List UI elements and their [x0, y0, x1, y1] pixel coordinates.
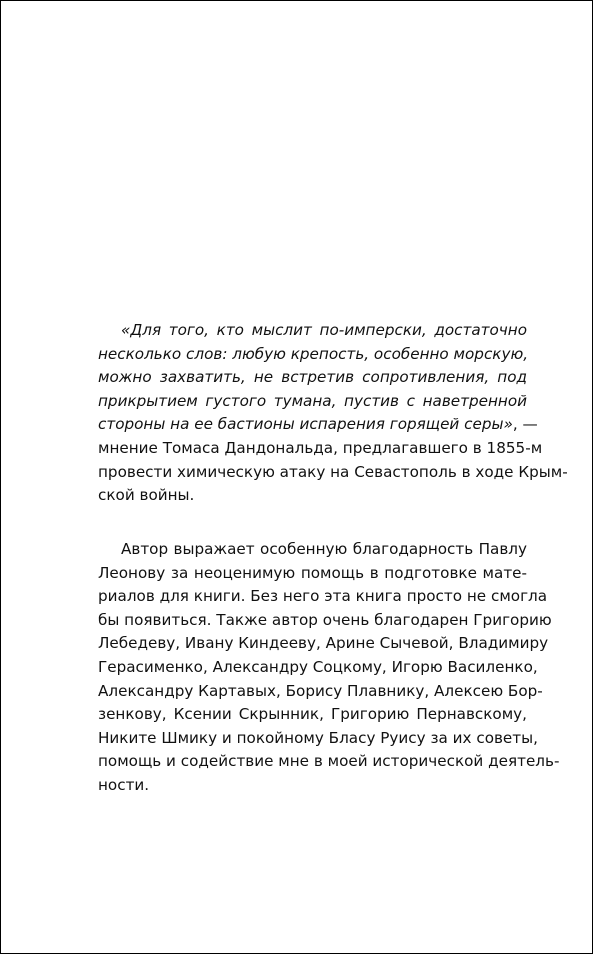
epigraph-quote-text: прикрытием густого тумана, пустив с наветренной: [98, 391, 527, 410]
epigraph-dash: , —: [512, 415, 538, 434]
acknowledgements-line: ности.: [98, 775, 150, 794]
epigraph-attribution-line: [98, 484, 527, 508]
epigraph-attribution-text: мнение Томаса Дандональда, предлагавшего в 1855-м: [98, 438, 543, 457]
acknowledgements-paragraph: [98, 538, 560, 798]
epigraph-line: [98, 390, 527, 414]
epigraph-quote-text: «Для того, кто мыслит по-имперски, достаточно: [121, 321, 527, 339]
acknowledgements-line: помощь и содействие мне в моей исторической деятель-: [98, 752, 560, 771]
epigraph-paragraph: [98, 319, 568, 508]
acknowledgements-line: Герасименко, Александру Соцкому, Игорю Василенко,: [98, 657, 538, 676]
epigraph-attribution-text: ской войны.: [98, 486, 195, 505]
epigraph-line: [98, 413, 538, 437]
acknowledgements-line: Александру Картавых, Борису Плавнику, Алексею Бор-: [98, 681, 543, 700]
epigraph-quote-text: несколько слов: любую крепость, особенно морскую,: [98, 344, 529, 363]
acknowledgements-line: Лебедеву, Ивану Киндееву, Арине Сычевой, Владимиру: [98, 634, 549, 653]
acknowledgements-line: Леонову за неоценимую помощь в подготовке мате-: [98, 563, 527, 582]
epigraph-attribution-text: провести химическую атаку на Севастополь в ходе Крым-: [98, 462, 568, 481]
epigraph-attribution-line: [98, 437, 543, 461]
epigraph-line: [98, 343, 527, 367]
acknowledgements-line: риалов для книги. Без него эта книга просто не смогла: [98, 587, 548, 606]
epigraph-attribution-line: [98, 461, 568, 485]
acknowledgements-line: Никите Шмику и покойному Бласу Руису за их советы,: [98, 728, 538, 747]
epigraph-line: [98, 319, 527, 343]
epigraph-quote-text: стороны на ее бастионы испарения горящей серы»: [98, 415, 513, 434]
acknowledgements-line: Автор выражает особенную благодарность Павлу: [121, 540, 527, 558]
epigraph-line: [98, 366, 527, 390]
acknowledgements-line: бы появиться. Также автор очень благодарен Григорию: [98, 610, 552, 629]
epigraph-quote-text: можно захватить, не встретив сопротивления, под: [98, 368, 527, 387]
acknowledgements-line: зенкову, Ксении Скрынник, Григорию Пернавскому,: [98, 705, 527, 724]
